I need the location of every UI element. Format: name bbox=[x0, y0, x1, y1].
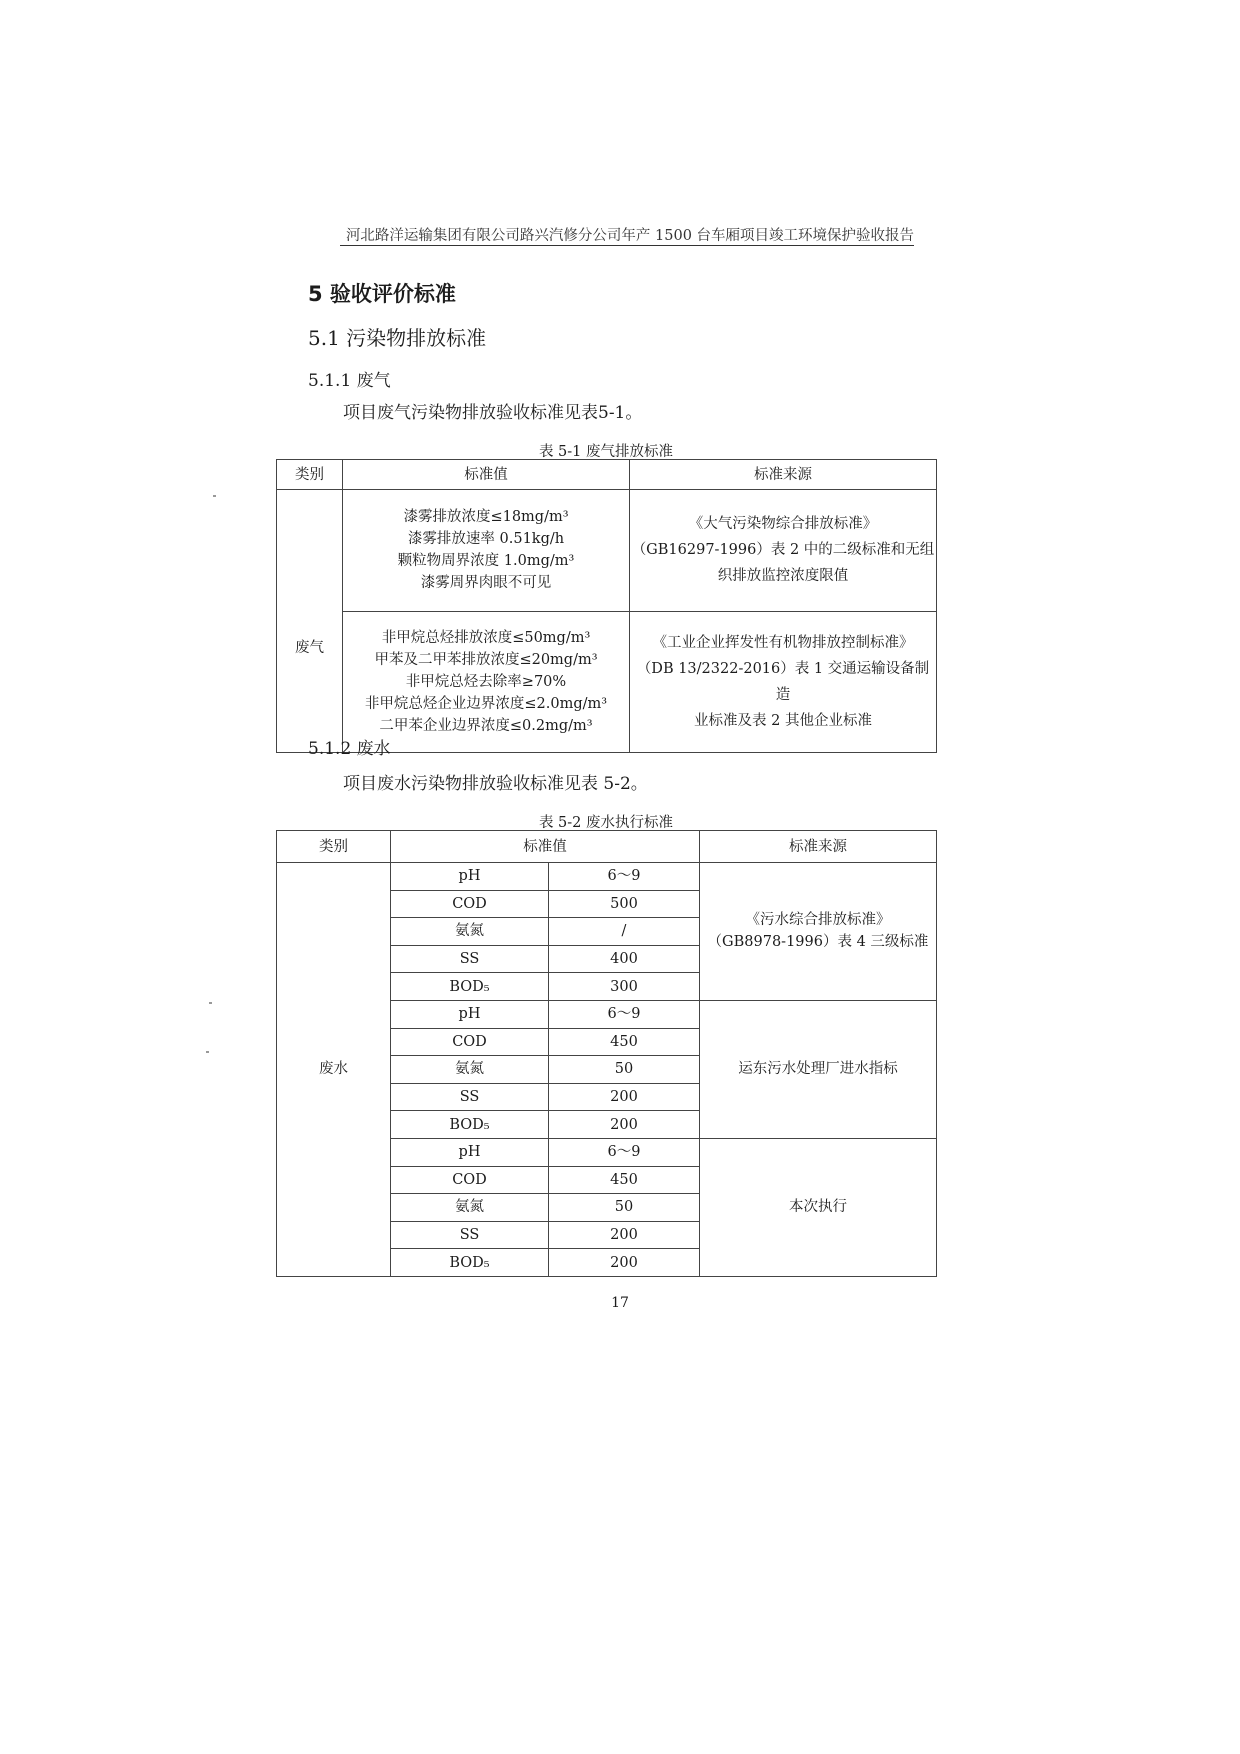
standard-value-line: 颗粒物周界浓度 1.0mg/m³ bbox=[397, 553, 575, 570]
exhaust-intro-paragraph: 项目废气污染物排放验收标准见表5-1。 bbox=[343, 403, 643, 423]
standard-source-cell bbox=[700, 863, 937, 1001]
parameter-cell: pH bbox=[391, 1138, 549, 1166]
standard-source-cell bbox=[630, 611, 937, 752]
limit-cell: 500 bbox=[549, 890, 700, 918]
parameter-cell: 氨氮 bbox=[391, 1194, 549, 1222]
limit-cell: 200 bbox=[549, 1111, 700, 1139]
source-line: 本次执行 bbox=[789, 1199, 847, 1216]
exhaust-standards-table bbox=[276, 459, 937, 753]
table-row bbox=[277, 611, 937, 752]
standard-value-line: 甲苯及二甲苯排放浓度≤20mg/m³ bbox=[374, 651, 598, 668]
standard-value-line: 二甲苯企业边界浓度≤0.2mg/m³ bbox=[379, 717, 593, 734]
header-category: 类别 bbox=[277, 460, 343, 490]
standard-source-cell bbox=[630, 490, 937, 612]
source-line: 织排放监控浓度限值 bbox=[717, 568, 849, 585]
standard-value-line: 非甲烷总烃排放浓度≤50mg/m³ bbox=[381, 629, 591, 646]
parameter-cell: SS bbox=[391, 1083, 549, 1111]
standard-value-line: 漆雾排放浓度≤18mg/m³ bbox=[403, 509, 569, 526]
category-label: 废气 bbox=[295, 640, 324, 656]
table-row bbox=[277, 863, 937, 891]
wastewater-intro-paragraph: 项目废水污染物排放验收标准见表 5-2。 bbox=[343, 774, 648, 794]
source-line: （GB8978-1996）表 4 三级标准 bbox=[707, 934, 929, 951]
limit-cell: 450 bbox=[549, 1166, 700, 1194]
wastewater-standards-table bbox=[276, 830, 937, 1277]
header-standard-source: 标准来源 bbox=[700, 831, 937, 863]
limit-cell: 400 bbox=[549, 945, 700, 973]
section-heading: 5.1 污染物排放标准 bbox=[308, 326, 487, 350]
parameter-cell: BOD₅ bbox=[391, 1249, 549, 1277]
scan-speck bbox=[206, 1051, 209, 1053]
page-number: 17 bbox=[611, 1295, 629, 1311]
source-line: 《工业企业挥发性有机物排放控制标准》 bbox=[652, 634, 914, 651]
limit-cell: 200 bbox=[549, 1249, 700, 1277]
standard-value-line: 非甲烷总烃去除率≥70% bbox=[405, 673, 567, 690]
header-category: 类别 bbox=[277, 831, 391, 863]
header-standard-value: 标准值 bbox=[391, 831, 700, 863]
limit-cell: / bbox=[549, 918, 700, 946]
category-cell bbox=[277, 490, 343, 753]
parameter-cell: COD bbox=[391, 1028, 549, 1056]
source-line: 《大气污染物综合排放标准》 bbox=[688, 516, 878, 533]
parameter-cell: COD bbox=[391, 1166, 549, 1194]
source-line: 运东污水处理厂进水指标 bbox=[738, 1061, 898, 1078]
standard-value-line: 漆雾周界肉眼不可见 bbox=[420, 575, 552, 592]
parameter-cell: BOD₅ bbox=[391, 973, 549, 1001]
table-header-row bbox=[277, 831, 937, 863]
table-header-row bbox=[277, 460, 937, 490]
parameter-cell: BOD₅ bbox=[391, 1111, 549, 1139]
limit-cell: 6～9 bbox=[549, 1000, 700, 1028]
parameter-cell: pH bbox=[391, 863, 549, 891]
standard-source-cell bbox=[700, 1000, 937, 1138]
limit-cell: 450 bbox=[549, 1028, 700, 1056]
limit-cell: 6～9 bbox=[549, 1138, 700, 1166]
limit-cell: 200 bbox=[549, 1083, 700, 1111]
source-line: 《污水综合排放标准》 bbox=[745, 912, 891, 929]
scan-speck bbox=[209, 1002, 212, 1004]
header-standard-value: 标准值 bbox=[343, 460, 630, 490]
limit-cell: 50 bbox=[549, 1056, 700, 1084]
limit-cell: 50 bbox=[549, 1194, 700, 1222]
standard-value-line: 漆雾排放速率 0.51kg/h bbox=[407, 531, 565, 548]
subsection-heading-exhaust: 5.1.1 废气 bbox=[308, 371, 391, 391]
running-header: 河北路洋运输集团有限公司路兴汽修分公司年产 1500 台车厢项目竣工环境保护验收报告 bbox=[345, 228, 915, 244]
standard-source-cell bbox=[700, 1138, 937, 1276]
table1-caption: 表 5-1 废气排放标准 bbox=[538, 444, 674, 460]
standard-values-cell bbox=[343, 490, 630, 612]
parameter-cell: 氨氮 bbox=[391, 918, 549, 946]
parameter-cell: pH bbox=[391, 1000, 549, 1028]
header-rule bbox=[340, 245, 914, 246]
parameter-cell: SS bbox=[391, 1221, 549, 1249]
parameter-cell: COD bbox=[391, 890, 549, 918]
table-row bbox=[277, 490, 937, 612]
limit-cell: 6～9 bbox=[549, 863, 700, 891]
category-cell: 废水 bbox=[277, 863, 391, 1277]
limit-cell: 300 bbox=[549, 973, 700, 1001]
subsection-heading-wastewater: 5.1.2 废水 bbox=[308, 739, 391, 759]
standard-value-line: 非甲烷总烃企业边界浓度≤2.0mg/m³ bbox=[364, 695, 608, 712]
standard-values-cell bbox=[343, 611, 630, 752]
scan-speck bbox=[213, 495, 216, 497]
source-line: （DB 13/2322-2016）表 1 交通运输设备制造 bbox=[636, 660, 930, 703]
table2-caption: 表 5-2 废水执行标准 bbox=[538, 815, 674, 831]
chapter-heading: 5 验收评价标准 bbox=[308, 282, 456, 306]
header-standard-source: 标准来源 bbox=[630, 460, 937, 490]
parameter-cell: 氨氮 bbox=[391, 1056, 549, 1084]
source-line: 业标准及表 2 其他企业标准 bbox=[694, 712, 872, 729]
parameter-cell: SS bbox=[391, 945, 549, 973]
limit-cell: 200 bbox=[549, 1221, 700, 1249]
source-line: （GB16297-1996）表 2 中的二级标准和无组 bbox=[631, 542, 935, 559]
